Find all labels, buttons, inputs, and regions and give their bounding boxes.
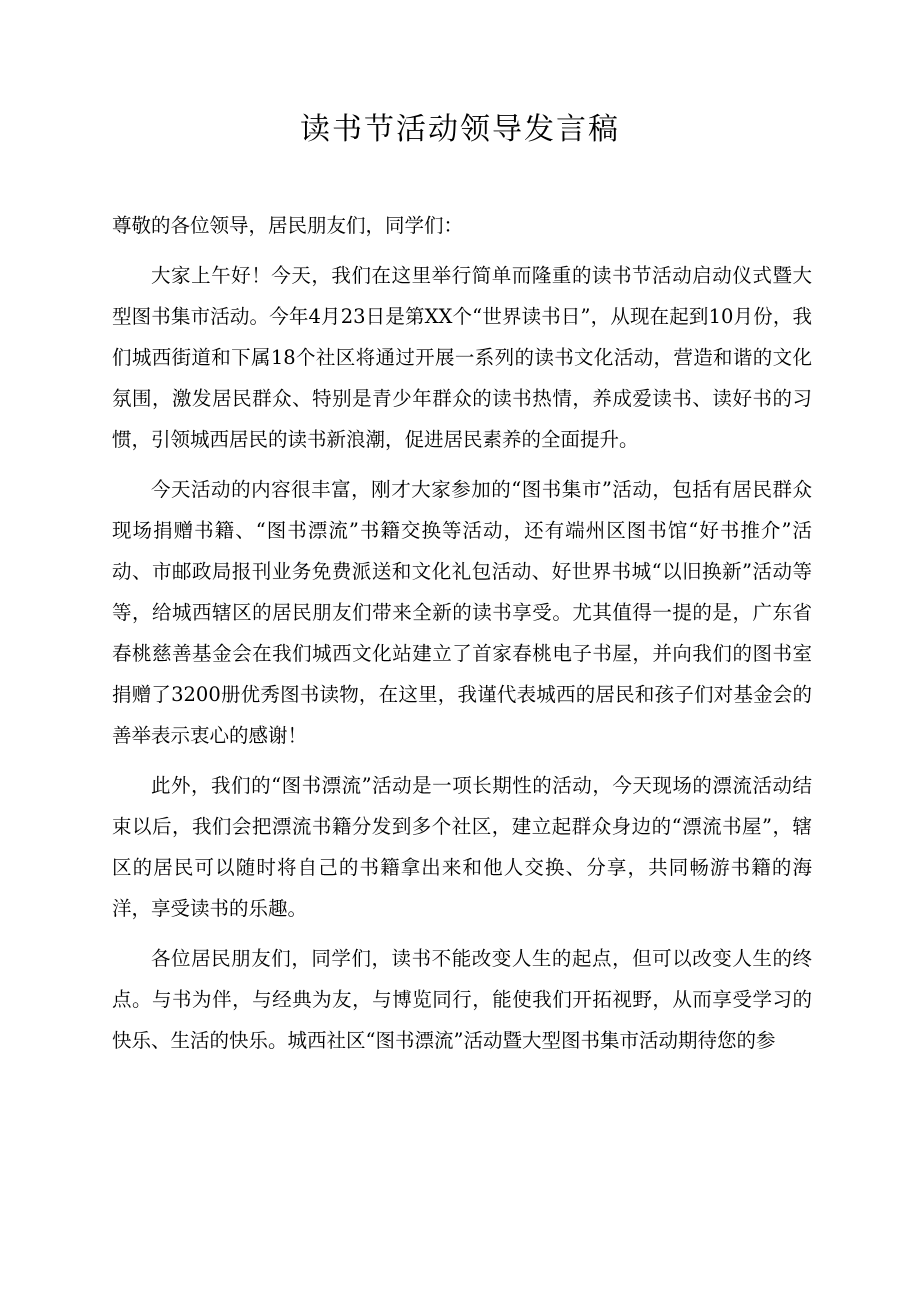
paragraph: 今天活动的内容很丰富，刚才大家参加的“图书集市”活动，包括有居民群众现场捐赠书籍、“图书漂流”书籍交换等活动，还有端州区图书馆“好书推介”活动、市邮政局报刊业务免费派送和文化礼包活动、好世界书城“以旧换新”活动等等，给城西辖区的居民朋友们带来全新的读书享受。尤其值得一提的是，广东省春桃慈善基金会在我们城西文化站建立了首家春桃电子书屋，并向我们的图书室捐赠了3200册优秀图书读物，在这里，我谨代表城西的居民和孩子们对基金会的善举表示衷心的感谢！ <box>112 478 812 747</box>
document-title: 读书节活动领导发言稿 <box>300 112 620 147</box>
salutation: 尊敬的各位领导，居民朋友们，同学们： <box>112 214 464 237</box>
paragraph: 各位居民朋友们，同学们，读书不能改变人生的起点，但可以改变人生的终点。与书为伴，与经典为友，与博览同行，能使我们开拓视野，从而享受学习的快乐、生活的快乐。城西社区“图书漂流”活动暨大型图书集市活动期待您的参 <box>112 947 812 1052</box>
paragraph: 大家上午好！今天，我们在这里举行简单而隆重的读书节活动启动仪式暨大型图书集市活动。今年4月23日是第XX个“世界读书日”，从现在起到10月份，我们城西街道和下属18个社区将通过开展一系列的读书文化活动，营造和谐的文化氛围，激发居民群众、特别是青少年群众的读书热情，养成爱读书、读好书的习惯，引领城西居民的读书新浪潮，促进居民素养的全面提升。 <box>112 264 812 451</box>
paragraph: 此外，我们的“图书漂流”活动是一项长期性的活动，今天现场的漂流活动结束以后，我们会把漂流书籍分发到多个社区，建立起群众身边的“漂流书屋”，辖区的居民可以随时将自己的书籍拿出来和他人交换、分享，共同畅游书籍的海洋，享受读书的乐趣。 <box>112 774 812 920</box>
document-body <box>112 205 812 1070</box>
